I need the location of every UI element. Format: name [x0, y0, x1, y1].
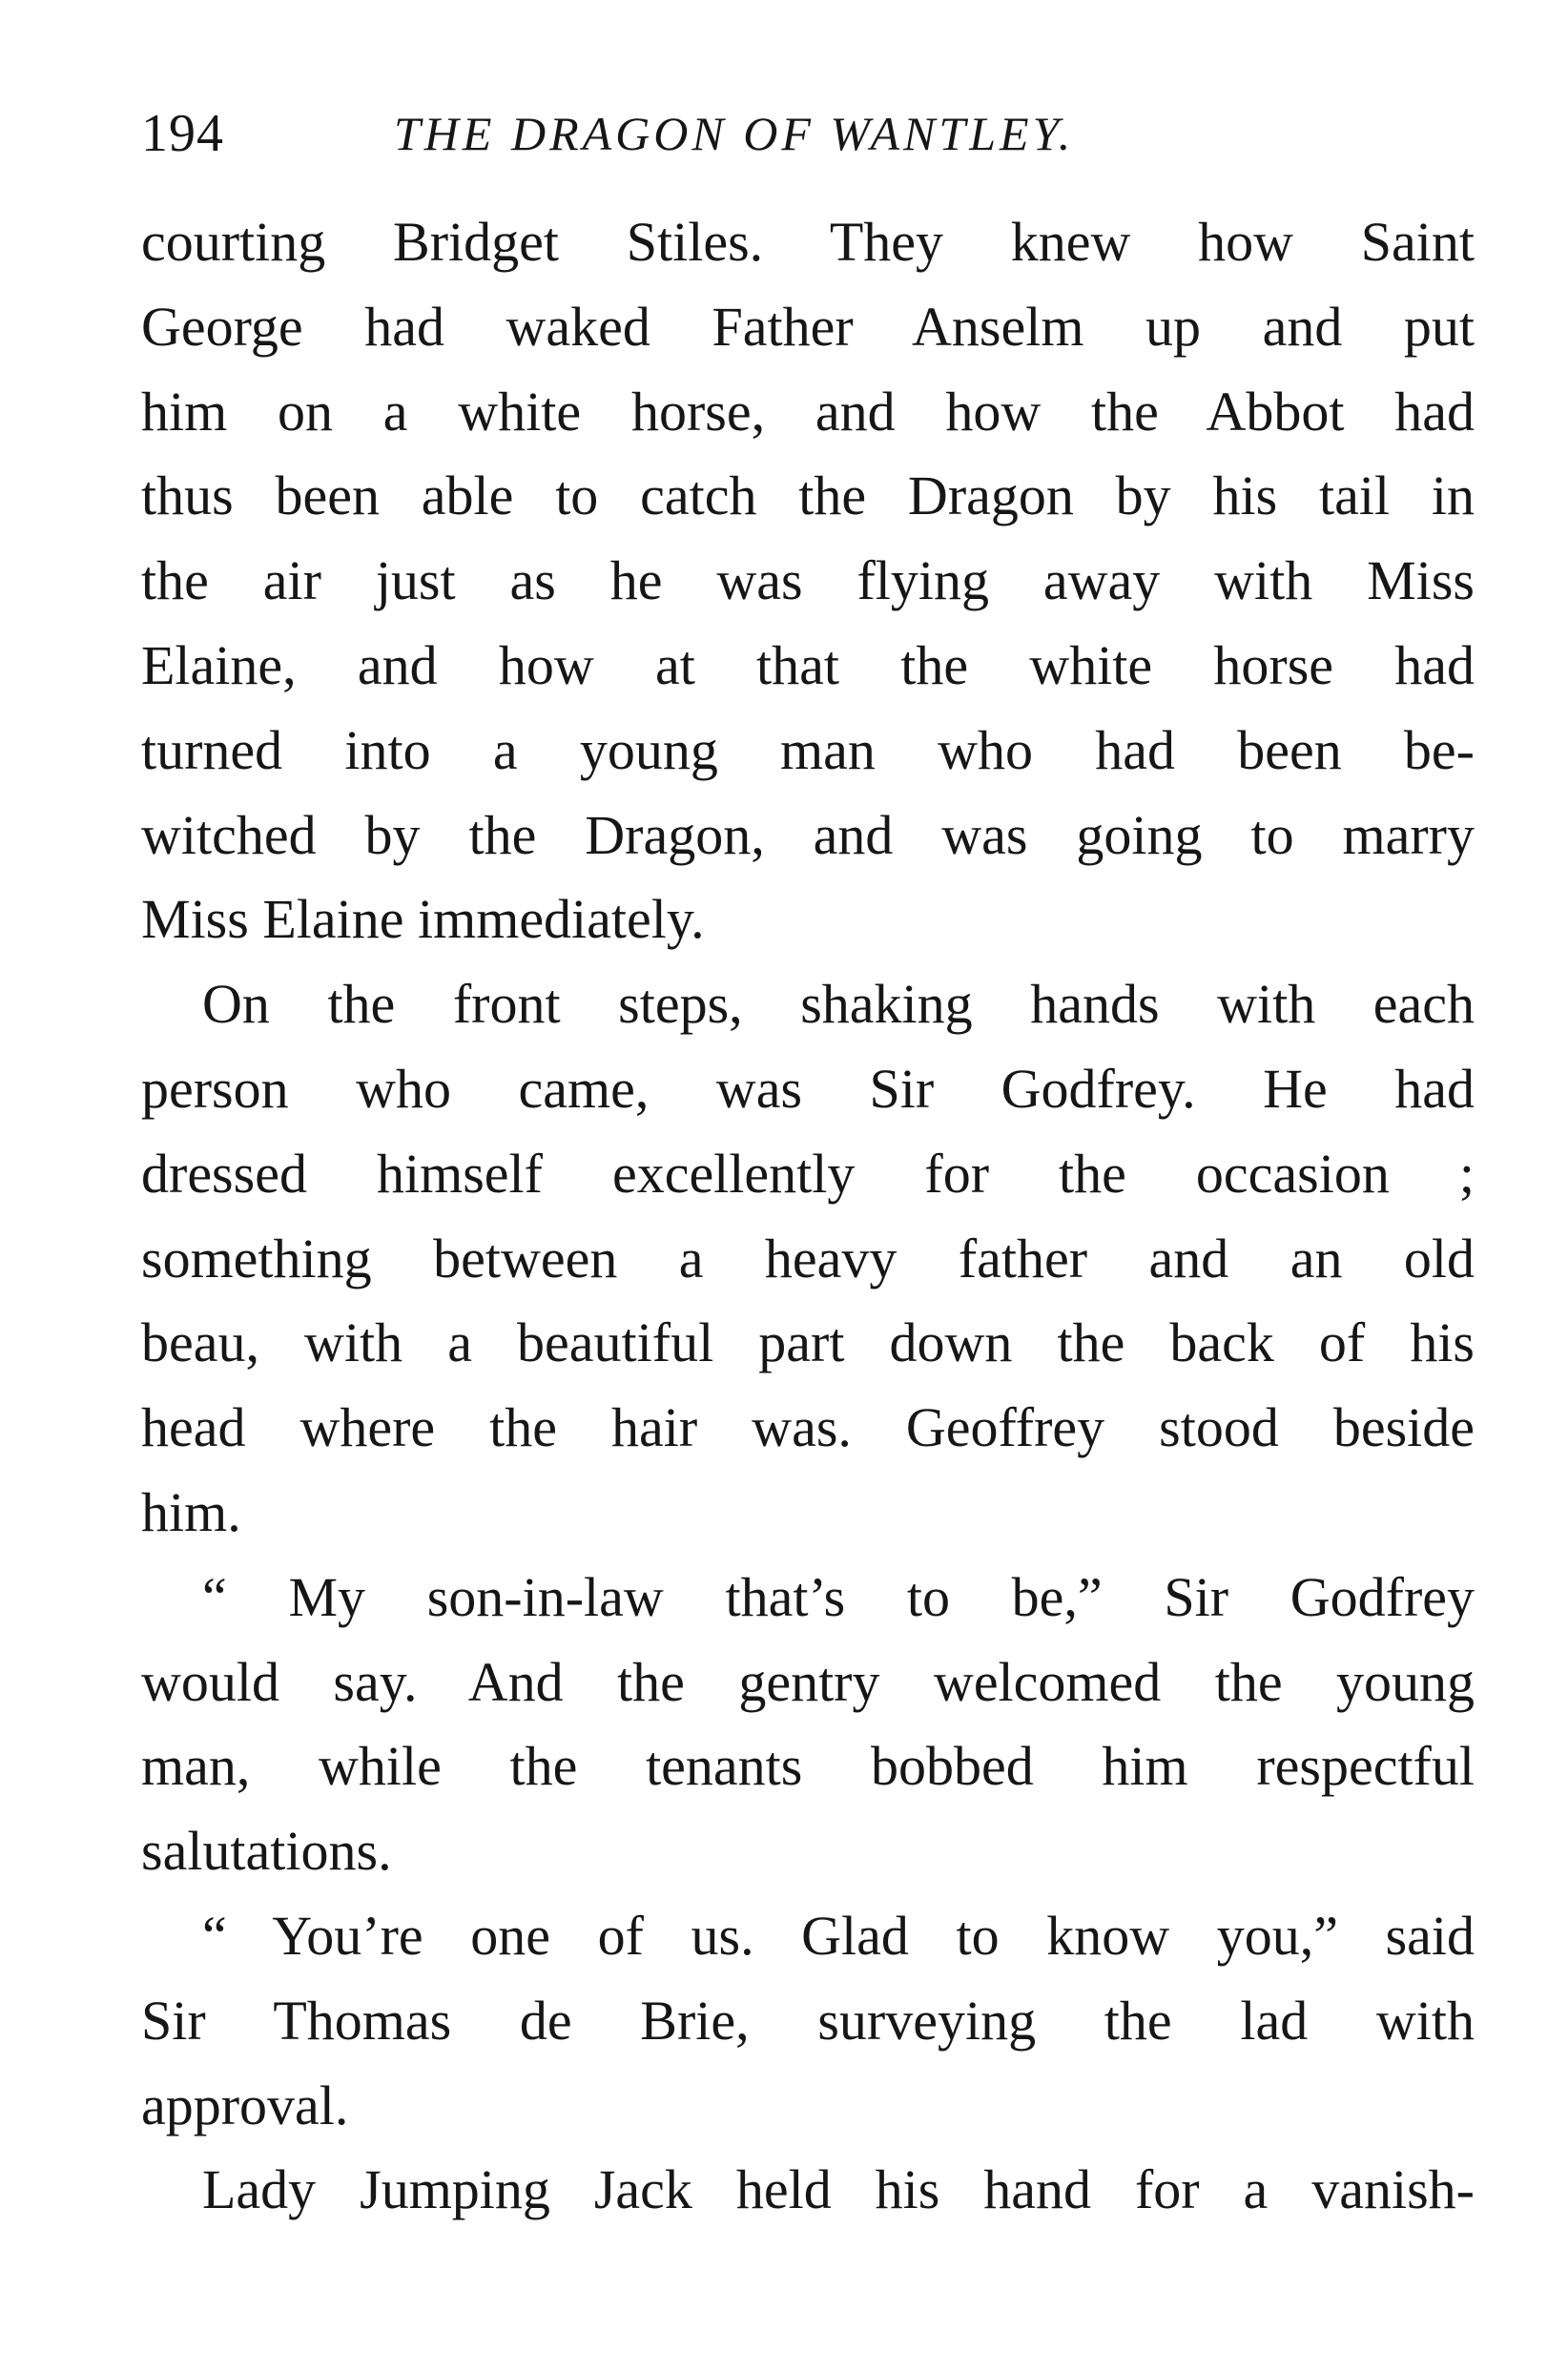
text-line-20: salutations.	[141, 1820, 392, 1883]
text-line-15: head where the hair was. Geoffrey stood beside	[141, 1396, 1475, 1459]
text-line-16: him.	[141, 1480, 241, 1543]
text-line-8: witched by the Dragon, and was going to marry	[141, 803, 1475, 866]
text-line-22: Sir Thomas de Brie, surveying the lad with	[141, 1989, 1475, 2052]
text-line-18: would say. And the gentry welcomed the young	[141, 1650, 1475, 1713]
text-line-10: On the front steps, shaking hands with each	[202, 973, 1475, 1036]
text-line-17: “ My son-in-law that’s to be,” Sir Godfrey	[202, 1565, 1475, 1628]
page-number: 194	[141, 104, 224, 163]
text-line-19: man, while the tenants bobbed him respectful	[141, 1735, 1475, 1798]
text-line-12: dressed himself excellently for the occasion ;	[141, 1142, 1475, 1205]
text-line-21: “ You’re one of us. Glad to know you,” said	[202, 1904, 1475, 1967]
text-line-11: person who came, was Sir Godfrey. He had	[141, 1057, 1475, 1120]
text-line-5: the air just as he was flying away with Miss	[141, 549, 1475, 612]
text-line-4: thus been able to catch the Dragon by his tail in	[141, 464, 1475, 527]
body-text	[141, 200, 1475, 2233]
text-line-1: courting Bridget Stiles. They knew how Saint	[141, 211, 1475, 273]
text-line-3: him on a white horse, and how the Abbot had	[141, 380, 1475, 443]
text-line-24: Lady Jumping Jack held his hand for a vanish-	[202, 2158, 1475, 2221]
text-line-9: Miss Elaine immediately.	[141, 888, 705, 951]
running-title: THE DRAGON OF WANTLEY.	[394, 107, 1075, 160]
text-line-2: George had waked Father Anselm up and put	[141, 295, 1475, 358]
text-line-14: beau, with a beautiful part down the back of his	[141, 1311, 1475, 1374]
text-line-6: Elaine, and how at that the white horse had	[141, 633, 1475, 696]
text-line-7: turned into a young man who had been be-	[141, 718, 1475, 781]
text-line-23: approval.	[141, 2074, 349, 2136]
text-line-13: something between a heavy father and an old	[141, 1227, 1475, 1290]
running-head	[141, 95, 1476, 172]
